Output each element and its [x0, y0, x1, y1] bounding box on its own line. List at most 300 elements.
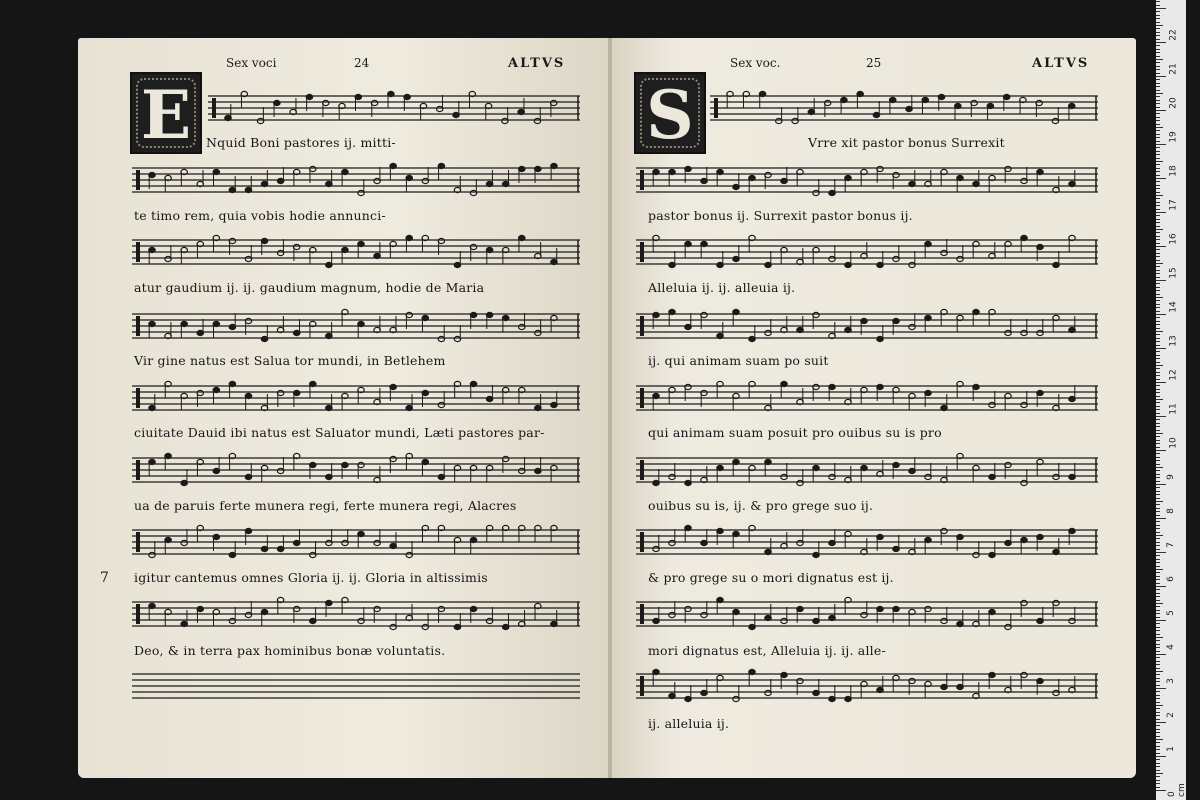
ruler-tick: [1156, 185, 1160, 186]
ruler-tick: [1156, 481, 1160, 482]
ruler-tick: [1156, 69, 1160, 70]
ruler-tick: [1156, 606, 1160, 607]
left-lyric-line-3: atur gaudium ij. ij. gaudium magnum, hodie de Maria: [134, 280, 485, 295]
ruler-tick: [1156, 79, 1160, 80]
ruler-tick: [1156, 253, 1160, 254]
ruler-tick: [1156, 141, 1160, 142]
ruler-tick: [1156, 396, 1160, 397]
ruler-tick: [1156, 243, 1160, 244]
ruler-tick: [1156, 25, 1163, 26]
ruler-tick: [1156, 569, 1163, 570]
ruler-tick: [1156, 144, 1166, 145]
music-staff: [132, 234, 580, 270]
ruler-label: 15: [1168, 267, 1179, 279]
ruler-tick: [1156, 260, 1160, 261]
ruler-tick: [1156, 385, 1160, 386]
ruler-tick: [1156, 742, 1160, 743]
right-lyric-line-8: mori dignatus est, Alleluia ij. ij. alle-: [648, 643, 886, 658]
ruler-tick: [1156, 273, 1160, 274]
ruler-tick: [1156, 515, 1160, 516]
ruler-tick: [1156, 229, 1163, 230]
left-lyric-line-8: Deo, & in terra pax hominibus bonæ voluntatis.: [134, 643, 446, 658]
ruler-tick: [1156, 596, 1160, 597]
ruler-tick: [1156, 277, 1160, 278]
ruler-tick: [1156, 419, 1160, 420]
ruler-tick: [1156, 545, 1160, 546]
ruler-label: 3: [1165, 678, 1176, 684]
ruler-tick: [1156, 756, 1166, 757]
left-lyric-line-5: ciuitate Dauid ibi natus est Saluator mundi, Læti pastores par-: [134, 425, 545, 440]
ruler-tick: [1156, 314, 1166, 315]
ruler-label: 8: [1165, 508, 1176, 514]
ruler-tick: [1156, 572, 1160, 573]
music-staff: [710, 90, 1098, 126]
ruler-tick: [1156, 715, 1160, 716]
ruler-tick: [1156, 56, 1160, 57]
ruler-tick: [1156, 290, 1160, 291]
ruler-tick: [1156, 256, 1160, 257]
ruler-tick: [1156, 474, 1160, 475]
ruler-tick: [1156, 423, 1160, 424]
open-book: [78, 38, 1136, 778]
ruler-tick: [1156, 39, 1160, 40]
ruler-tick: [1156, 729, 1160, 730]
music-staff: [132, 596, 580, 632]
ruler-tick: [1156, 49, 1160, 50]
ruler-tick: [1156, 42, 1166, 43]
ruler-label: 12: [1168, 369, 1179, 381]
ruler-tick: [1156, 59, 1163, 60]
ruler-tick: [1156, 576, 1160, 577]
ruler-tick: [1156, 127, 1163, 128]
ruler-label: 2: [1165, 712, 1176, 718]
ruler-tick: [1156, 175, 1160, 176]
ruler-tick: [1156, 477, 1160, 478]
ruler-label: 5: [1165, 610, 1176, 616]
ruler-tick: [1156, 640, 1160, 641]
ruler-tick: [1156, 528, 1160, 529]
ruler-tick: [1156, 440, 1160, 441]
music-staff: [132, 380, 580, 416]
ruler-tick: [1156, 453, 1160, 454]
ruler-tick: [1156, 409, 1160, 410]
ruler-label: 20: [1168, 97, 1179, 109]
left-page-number: 24: [354, 56, 370, 70]
ruler-tick: [1156, 586, 1166, 587]
ruler-tick: [1156, 464, 1160, 465]
ruler-tick: [1156, 678, 1160, 679]
ruler-tick: [1156, 317, 1160, 318]
ruler-tick: [1156, 657, 1160, 658]
ruler-tick: [1156, 154, 1160, 155]
left-lyric-line-2: te timo rem, quia vobis hodie annunci-: [134, 208, 386, 223]
ruler-tick: [1156, 739, 1163, 740]
ruler-label: 16: [1168, 233, 1179, 245]
ruler-tick: [1156, 498, 1160, 499]
ruler-tick: [1156, 45, 1160, 46]
ruler-tick: [1156, 103, 1160, 104]
ruler-tick: [1156, 416, 1166, 417]
ruler-tick: [1156, 365, 1163, 366]
ruler-tick: [1156, 66, 1160, 67]
ruler-tick: [1156, 668, 1160, 669]
margin-mark: 7: [100, 570, 109, 586]
ruler-tick: [1156, 719, 1160, 720]
ruler-tick: [1156, 549, 1160, 550]
right-page: [612, 38, 1136, 778]
ruler-tick: [1156, 171, 1160, 172]
ruler-tick: [1156, 776, 1160, 777]
ruler-tick: [1156, 627, 1160, 628]
ruler-tick: [1156, 433, 1163, 434]
right-page-number: 25: [866, 56, 882, 70]
ruler-tick: [1156, 195, 1163, 196]
ruler-label: 13: [1168, 335, 1179, 347]
ruler-tick: [1156, 600, 1160, 601]
ruler-tick: [1156, 511, 1160, 512]
left-initial-letter: [130, 72, 202, 154]
music-staff: [636, 596, 1098, 632]
left-header-part: Sex voci: [226, 56, 277, 70]
ruler-tick: [1156, 134, 1160, 135]
ruler-tick: [1156, 467, 1163, 468]
ruler-tick: [1156, 610, 1160, 611]
ruler-label: 10: [1168, 437, 1179, 449]
ruler-tick: [1156, 341, 1160, 342]
right-lyric-line-3: Alleluia ij. ij. alleuia ij.: [648, 280, 796, 295]
ruler-tick: [1156, 22, 1160, 23]
ruler-tick: [1156, 202, 1160, 203]
ruler-tick: [1156, 783, 1160, 784]
ruler-tick: [1156, 787, 1160, 788]
ruler-tick: [1156, 457, 1160, 458]
music-staff: [208, 90, 580, 126]
ruler-tick: [1156, 552, 1166, 553]
ruler-tick: [1156, 674, 1160, 675]
ruler-tick: [1156, 664, 1160, 665]
ruler-tick: [1156, 759, 1160, 760]
ruler-tick: [1156, 110, 1166, 111]
ruler-tick: [1156, 137, 1160, 138]
ruler-tick: [1156, 484, 1166, 485]
ruler-tick: [1156, 436, 1160, 437]
ruler-tick: [1156, 100, 1160, 101]
right-lyric-line-9: ij. alleluia ij.: [648, 716, 730, 731]
ruler-tick: [1156, 158, 1160, 159]
ruler-label: 14: [1168, 301, 1179, 313]
ruler-tick: [1156, 192, 1160, 193]
ruler-tick: [1156, 671, 1163, 672]
ruler-tick: [1156, 712, 1160, 713]
ruler-tick: [1156, 691, 1160, 692]
ruler-tick: [1156, 188, 1160, 189]
ruler-tick: [1156, 324, 1160, 325]
ruler-label: 18: [1168, 165, 1179, 177]
right-lyric-line-6: ouibus su is, ij. & pro grege suo ij.: [648, 498, 874, 513]
ruler-tick: [1156, 426, 1160, 427]
ruler-tick: [1156, 651, 1160, 652]
music-staff: [132, 524, 580, 560]
ruler-tick: [1156, 508, 1160, 509]
right-header-part: Sex voc.: [730, 56, 781, 70]
music-staff: [636, 380, 1098, 416]
ruler-tick: [1156, 579, 1160, 580]
ruler-tick: [1156, 161, 1163, 162]
ruler-tick: [1156, 705, 1163, 706]
left-lyric-line-7: igitur cantemus omnes Gloria ij. ij. Gloria in altissimis: [134, 570, 488, 585]
initial-glyph: S: [646, 76, 694, 154]
ruler-tick: [1156, 232, 1160, 233]
ruler-tick: [1156, 375, 1160, 376]
music-staff: [636, 452, 1098, 488]
ruler-tick: [1156, 698, 1160, 699]
ruler-tick: [1156, 770, 1160, 771]
ruler-tick: [1156, 117, 1160, 118]
measuring-ruler: [1156, 0, 1186, 800]
right-lyric-line-7: & pro grege su o mori dignatus est ij.: [648, 570, 894, 585]
ruler-tick: [1156, 5, 1160, 6]
ruler-tick: [1156, 661, 1160, 662]
ruler-tick: [1156, 644, 1160, 645]
ruler-tick: [1156, 746, 1160, 747]
ruler-tick: [1156, 654, 1166, 655]
ruler-tick: [1156, 304, 1160, 305]
ruler-tick: [1156, 399, 1163, 400]
ruler-label: 0 cm: [1167, 783, 1187, 797]
ruler-tick: [1156, 406, 1160, 407]
ruler-tick: [1156, 647, 1160, 648]
ruler-tick: [1156, 307, 1160, 308]
ruler-tick: [1156, 351, 1160, 352]
ruler-tick: [1156, 732, 1160, 733]
ruler-tick: [1156, 368, 1160, 369]
ruler-tick: [1156, 521, 1160, 522]
left-lyric-line-1: Nquid Boni pastores ij. mitti-: [206, 135, 396, 150]
ruler-tick: [1156, 681, 1160, 682]
ruler-tick: [1156, 15, 1160, 16]
music-staff: [132, 162, 580, 198]
ruler-tick: [1156, 392, 1160, 393]
ruler-tick: [1156, 311, 1160, 312]
ruler-tick: [1156, 294, 1160, 295]
ruler-tick: [1156, 11, 1160, 12]
ruler-tick: [1156, 86, 1160, 87]
ruler-tick: [1156, 722, 1166, 723]
ruler-tick: [1156, 447, 1160, 448]
ruler-tick: [1156, 430, 1160, 431]
ruler-tick: [1156, 181, 1160, 182]
ruler-tick: [1156, 226, 1160, 227]
ruler-tick: [1156, 749, 1160, 750]
ruler-tick: [1156, 168, 1160, 169]
ruler-tick: [1156, 28, 1160, 29]
ruler-tick: [1156, 688, 1166, 689]
ruler-tick: [1156, 504, 1160, 505]
ruler-label: 9: [1165, 474, 1176, 480]
ruler-tick: [1156, 695, 1160, 696]
ruler-label: 7: [1165, 542, 1176, 548]
ruler-tick: [1156, 372, 1160, 373]
ruler-tick: [1156, 321, 1160, 322]
ruler-tick: [1156, 389, 1160, 390]
ruler-label: 6: [1165, 576, 1176, 582]
ruler-tick: [1156, 362, 1160, 363]
initial-glyph: E: [140, 76, 192, 154]
ruler-tick: [1156, 725, 1160, 726]
music-staff: [636, 668, 1098, 704]
ruler-tick: [1156, 124, 1160, 125]
ruler-tick: [1156, 736, 1160, 737]
ruler-tick: [1156, 763, 1160, 764]
ruler-tick: [1156, 266, 1160, 267]
ruler-tick: [1156, 96, 1160, 97]
ruler-tick: [1156, 151, 1160, 152]
ruler-tick: [1156, 501, 1163, 502]
ruler-tick: [1156, 494, 1160, 495]
left-header-voice: ALTVS: [508, 56, 566, 71]
ruler-label: 21: [1168, 63, 1179, 75]
ruler-tick: [1156, 637, 1163, 638]
ruler-tick: [1156, 613, 1160, 614]
ruler-label: 19: [1168, 131, 1179, 143]
ruler-label: 1: [1165, 746, 1176, 752]
ruler-tick: [1156, 402, 1160, 403]
ruler-tick: [1156, 348, 1166, 349]
right-lyric-line-4: ij. qui animam suam po suit: [648, 353, 829, 368]
ruler-tick: [1156, 593, 1160, 594]
ruler-tick: [1156, 355, 1160, 356]
ruler-tick: [1156, 209, 1160, 210]
ruler-tick: [1156, 532, 1160, 533]
music-staff: [636, 524, 1098, 560]
ruler-tick: [1156, 90, 1160, 91]
ruler-tick: [1156, 790, 1166, 791]
ruler-tick: [1156, 239, 1160, 240]
ruler-tick: [1156, 382, 1166, 383]
right-lyric-line-5: qui animam suam posuit pro ouibus su is pro: [648, 425, 942, 440]
ruler-tick: [1156, 62, 1160, 63]
ruler-tick: [1156, 73, 1160, 74]
ruler-tick: [1156, 338, 1160, 339]
music-staff: [132, 308, 580, 344]
ruler-tick: [1156, 413, 1160, 414]
ruler-tick: [1156, 535, 1163, 536]
ruler-tick: [1156, 83, 1160, 84]
ruler-tick: [1156, 300, 1160, 301]
ruler-tick: [1156, 270, 1160, 271]
ruler-tick: [1156, 518, 1166, 519]
ruler-tick: [1156, 379, 1160, 380]
ruler-tick: [1156, 215, 1160, 216]
music-staff: [132, 452, 580, 488]
ruler-tick: [1156, 487, 1160, 488]
ruler-tick: [1156, 443, 1160, 444]
ruler-tick: [1156, 538, 1160, 539]
ruler-tick: [1156, 562, 1160, 563]
ruler-tick: [1156, 222, 1160, 223]
ruler-tick: [1156, 164, 1160, 165]
ruler-tick: [1156, 18, 1160, 19]
ruler-tick: [1156, 620, 1166, 621]
ruler-tick: [1156, 334, 1160, 335]
ruler-tick: [1156, 685, 1160, 686]
ruler-tick: [1156, 766, 1160, 767]
ruler-tick: [1156, 52, 1160, 53]
ruler-tick: [1156, 263, 1163, 264]
ruler-tick: [1156, 198, 1160, 199]
ruler-tick: [1156, 113, 1160, 114]
ruler-label: 22: [1168, 29, 1179, 41]
ruler-tick: [1156, 525, 1160, 526]
ruler-tick: [1156, 470, 1160, 471]
ruler-tick: [1156, 76, 1166, 77]
music-staff: [636, 162, 1098, 198]
ruler-tick: [1156, 460, 1160, 461]
ruler-tick: [1156, 589, 1160, 590]
ruler-tick: [1156, 246, 1166, 247]
ruler-tick: [1156, 297, 1163, 298]
ruler-tick: [1156, 32, 1160, 33]
ruler-label: 11: [1168, 403, 1179, 415]
left-lyric-line-4: Vir gine natus est Salua tor mundi, in Betlehem: [134, 353, 446, 368]
left-page: [78, 38, 610, 778]
ruler-tick: [1156, 555, 1160, 556]
ruler-tick: [1156, 35, 1160, 36]
ruler-tick: [1156, 212, 1166, 213]
ruler-label: 4: [1165, 644, 1176, 650]
ruler-tick: [1156, 283, 1160, 284]
ruler-tick: [1156, 178, 1166, 179]
ruler-tick: [1156, 450, 1166, 451]
ruler-tick: [1156, 93, 1163, 94]
ruler-tick: [1156, 147, 1160, 148]
ruler-tick: [1156, 780, 1160, 781]
left-lyric-line-6: ua de paruis ferte munera regi, ferte munera regi, Alacres: [134, 498, 517, 513]
ruler-tick: [1156, 345, 1160, 346]
ruler-tick: [1156, 634, 1160, 635]
ruler-tick: [1156, 331, 1163, 332]
ruler-tick: [1156, 236, 1160, 237]
ruler-tick: [1156, 8, 1166, 9]
ruler-tick: [1156, 623, 1160, 624]
ruler-tick: [1156, 219, 1160, 220]
right-lyric-line-1: Vrre xit pastor bonus Surrexit: [808, 135, 1005, 150]
right-initial-letter: [634, 72, 706, 154]
ruler-tick: [1156, 205, 1160, 206]
ruler-tick: [1156, 753, 1160, 754]
ruler-tick: [1156, 280, 1166, 281]
ruler-tick: [1156, 603, 1163, 604]
ruler-tick: [1156, 583, 1160, 584]
ruler-tick: [1156, 702, 1160, 703]
ruler-tick: [1156, 542, 1160, 543]
ruler-tick: [1156, 358, 1160, 359]
right-header-voice: ALTVS: [1032, 56, 1090, 71]
ruler-tick: [1156, 328, 1160, 329]
ruler-tick: [1156, 1, 1160, 2]
ruler-tick: [1156, 130, 1160, 131]
ruler-tick: [1156, 107, 1160, 108]
ruler-tick: [1156, 708, 1160, 709]
ruler-tick: [1156, 773, 1163, 774]
ruler-tick: [1156, 566, 1160, 567]
ruler-tick: [1156, 249, 1160, 250]
ruler-tick: [1156, 559, 1160, 560]
ruler-tick: [1156, 287, 1160, 288]
music-staff: [636, 308, 1098, 344]
music-staff: [636, 234, 1098, 270]
empty-staff: [132, 668, 580, 704]
